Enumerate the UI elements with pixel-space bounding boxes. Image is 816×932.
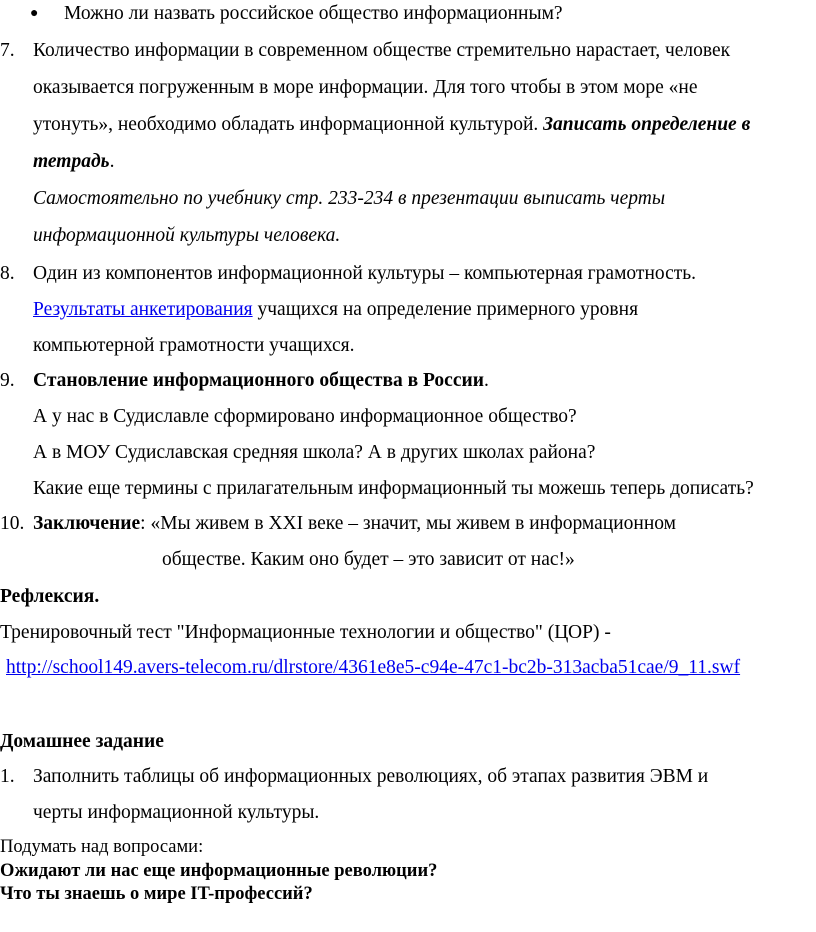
item-7-italic-line-2: информационной культуры человека. xyxy=(33,225,341,246)
item-9-line-2: А у нас в Судиславле сформировано информационное общество? xyxy=(33,406,577,427)
homework-item-1-number: 1. xyxy=(0,766,15,787)
item-7-line-3 xyxy=(33,113,750,137)
item-9-title-tail: . xyxy=(483,370,489,391)
conclusion-label: Заключение xyxy=(33,513,141,534)
item-9-line-3: А в МОУ Судиславская средняя школа? А в других школах района? xyxy=(33,442,596,463)
item-8-line-2 xyxy=(33,298,638,322)
item-7-line-2: оказывается погруженным в море информации. Для того чтобы в этом море «не xyxy=(33,77,698,98)
item-9-number: 9. xyxy=(0,370,15,391)
item-8-line-1: Один из компонентов информационной культуры – компьютерная грамотность. xyxy=(33,263,697,284)
reflection-url-line xyxy=(6,656,740,680)
item-10-line-1 xyxy=(33,512,676,536)
item-8-line-2-tail: учащихся на определение примерного уровня xyxy=(252,299,639,320)
item-7-instruction-part-1: Записать определение в xyxy=(543,114,751,135)
homework-question-1: Ожидают ли нас еще информационные революции? xyxy=(0,861,438,881)
item-10-number: 10. xyxy=(0,513,25,534)
think-label: Подумать над вопросами: xyxy=(0,837,204,857)
item-7-number: 7. xyxy=(0,40,15,61)
item-10-line-1-tail: : «Мы живем в XXI веке – значит, мы живем в информационном xyxy=(140,513,677,534)
item-9-title: Становление информационного общества в России xyxy=(33,370,484,391)
training-test-link[interactable]: http://school149.avers-telecom.ru/dlrstore/4361e8e5-c94e-47c1-bc2b-313acba51cae/9_11.swf xyxy=(6,657,741,678)
bullet-icon: ● xyxy=(30,6,39,21)
homework-item-1-line-1: Заполнить таблицы об информационных революциях, об этапах развития ЭВМ и xyxy=(33,766,709,787)
item-8-line-3: компьютерной грамотности учащихся. xyxy=(33,335,355,356)
item-10-line-2: обществе. Каким оно будет – это зависит от нас!» xyxy=(162,549,575,570)
item-7-line-1: Количество информации в современном обществе стремительно нарастает, человек xyxy=(33,40,731,61)
item-7-instruction-part-2: тетрадь xyxy=(33,151,110,172)
item-7-line-4 xyxy=(33,150,114,174)
item-7-italic-line-1: Самостоятельно по учебнику стр. 233-234 в презентации выписать черты xyxy=(33,188,666,209)
bullet-question: Можно ли назвать российское общество информационным? xyxy=(64,3,563,24)
item-8-number: 8. xyxy=(0,263,15,284)
item-9-line-4: Какие еще термины с прилагательным информационный ты можешь теперь дописать? xyxy=(33,478,754,499)
homework-heading: Домашнее задание xyxy=(0,731,164,752)
item-9-title-line xyxy=(33,369,489,393)
survey-results-link[interactable]: Результаты анкетирования xyxy=(33,299,253,320)
reflection-heading: Рефлексия. xyxy=(0,586,100,607)
homework-question-2: Что ты знаешь о мире IT-профессий? xyxy=(0,884,313,904)
homework-item-1-line-2: черты информационной культуры. xyxy=(33,802,320,823)
reflection-text: Тренировочный тест "Информационные технологии и общество" (ЦОР) - xyxy=(0,622,611,643)
item-7-line-4-tail: . xyxy=(109,151,115,172)
item-7-line-3-plain: утонуть», необходимо обладать информационной культурой. xyxy=(33,114,544,135)
